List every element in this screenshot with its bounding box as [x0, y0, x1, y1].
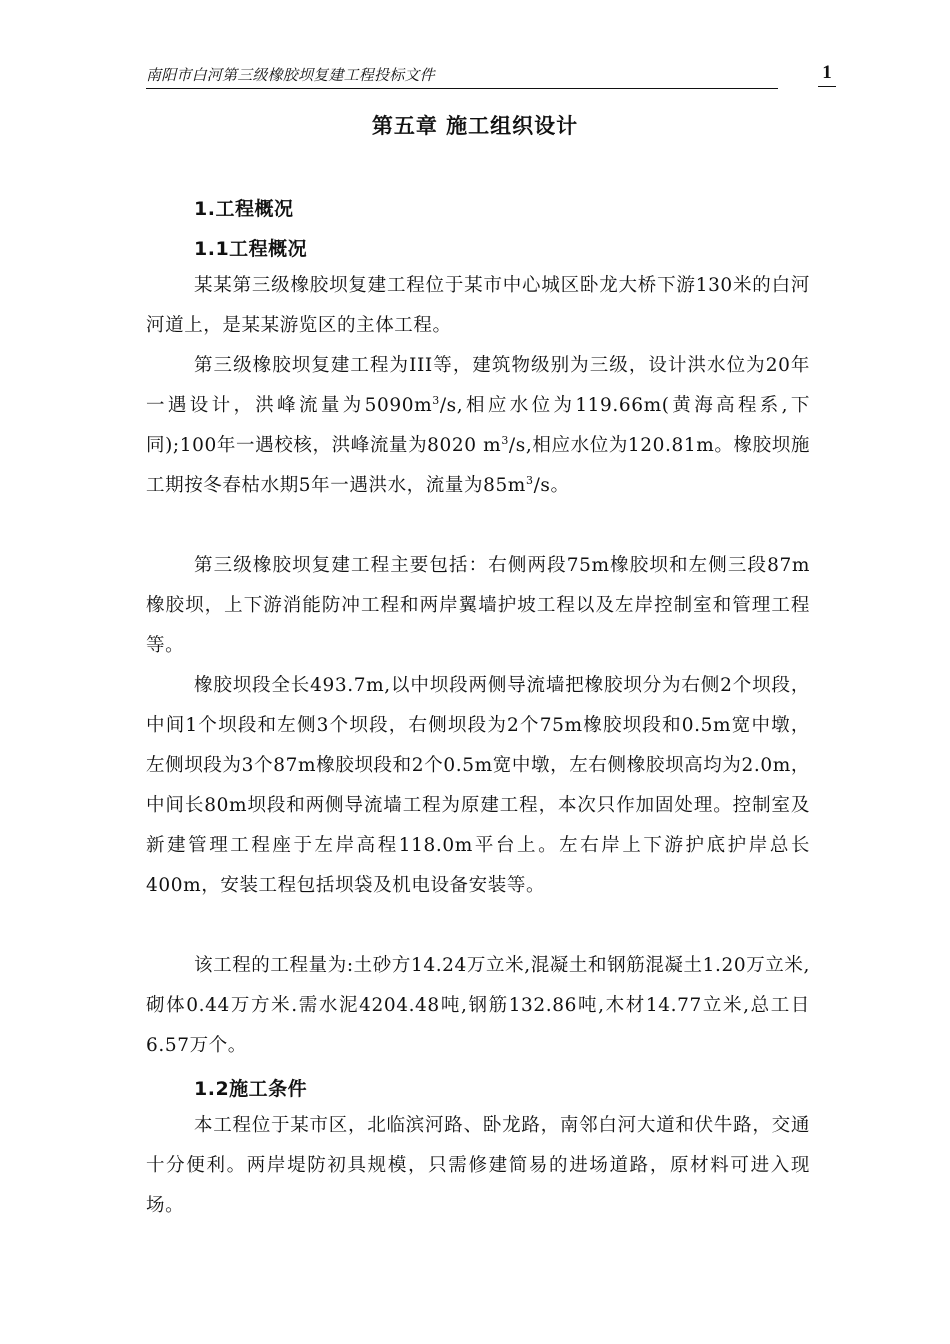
page-number: 1 — [818, 62, 836, 87]
subsection-heading-1-1: 1.1工程概况 — [194, 238, 308, 260]
paragraph-flood-text-c: /s,相应水位为120.81m。橡胶坝施工期按冬春枯水期5年一遇洪水，流量为85m — [146, 435, 810, 496]
paragraph-flood-text-d: /s。 — [533, 475, 570, 496]
running-header — [146, 64, 778, 89]
document-header-title: 南阳市白河第三级橡胶坝复建工程投标文件 — [146, 66, 435, 84]
paragraph-quantities: 该工程的工程量为:土砂方14.24万立米,混凝土和钢筋混凝土1.20万立米,砌体0.44万方米.需水泥4204.48吨,钢筋132.86吨,木材14.77立米,总工日6.57万个。 — [146, 955, 810, 1056]
subsection-heading-1-2: 1.2施工条件 — [194, 1078, 308, 1100]
paragraph-flood-text-b: /s,相应水位为119.66m(黄海高程系,下同);100年一遇校核，洪峰流量为8020 m — [146, 395, 811, 456]
paragraph-dam-segments: 橡胶坝段全长493.7m,以中坝段两侧导流墙把橡胶坝分为右侧2个坝段，中间1个坝段和左侧3个坝段，右侧坝段为2个75m橡胶坝段和0.5m宽中墩，左侧坝段为3个87m橡胶坝段和2个0.5m宽中墩，左右侧橡胶坝高均为2.0m，中间长80m坝段和两侧导流墙工程为原建工程，本次只作加固处理。控制室及新建管理工程座于左岸高程118.0m平台上。左右岸上下游护底护岸总长400m，安装工程包括坝袋及机电设备安装等。 — [146, 675, 810, 896]
paragraph-site-conditions: 本工程位于某市区，北临滨河路、卧龙路，南邻白河大道和伏牛路，交通十分便利。两岸堤防初具规模，只需修建简易的进场道路，原材料可进入现场。 — [146, 1115, 810, 1216]
paragraph-location: 某某第三级橡胶坝复建工程位于某市中心城区卧龙大桥下游130米的白河河道上，是某某游览区的主体工程。 — [146, 275, 810, 336]
superscript-cubed: 3 — [525, 473, 534, 487]
paragraph-flood-standard — [146, 346, 810, 506]
superscript-cubed: 3 — [432, 393, 440, 407]
chapter-title: 第五章 施工组织设计 — [371, 114, 579, 138]
paragraph-scope: 第三级橡胶坝复建工程主要包括：右侧两段75m橡胶坝和左侧三段87m橡胶坝，上下游消能防冲工程和两岸翼墙护坡工程以及左岸控制室和管理工程等。 — [146, 555, 810, 656]
paragraph-flood-text-a: 第三级橡胶坝复建工程为III等，建筑物级别为三级，设计洪水位为20年一遇设计，洪峰流量为5090m — [146, 355, 810, 416]
superscript-cubed: 3 — [501, 433, 509, 447]
section-heading-1: 1.工程概况 — [194, 198, 294, 220]
